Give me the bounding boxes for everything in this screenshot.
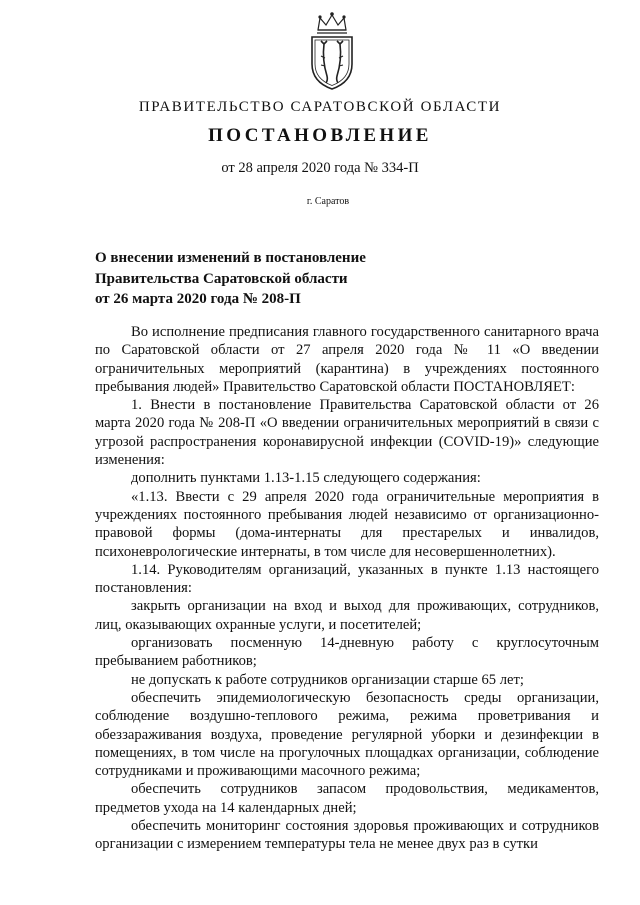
subject-line: от 26 марта 2020 года № 208-П xyxy=(95,291,301,307)
body-paragraph: организовать посменную 14-дневную работу с круглосуточным пребыванием работников; xyxy=(95,635,599,670)
body-paragraph: не допускать к работе сотрудников организации старше 65 лет; xyxy=(131,671,524,688)
document-type-title: ПОСТАНОВЛЕНИЕ xyxy=(208,125,432,146)
decree-subject xyxy=(95,248,515,310)
decree-body xyxy=(95,323,599,854)
subject-line: Правительства Саратовской области xyxy=(95,270,348,287)
subject-line: О внесении изменений в постановление xyxy=(95,250,366,266)
body-paragraph: обеспечить сотрудников запасом продовольствия, медикаментов, предметов ухода на 14 календарных дней; xyxy=(95,781,599,816)
body-paragraph: обеспечить эпидемиологическую безопасность среды организации, соблюдение воздушно-теплового режима, режима проветривания и обеззараживания воздуха, проведение регулярной уборки и дезинфекции в помещениях, в том числе на прогулочных площадках организации, соблюдение сотрудниками и проживающими масочного режима; xyxy=(95,689,599,780)
decree-date-number: от 28 апреля 2020 года № 334-П xyxy=(221,160,419,176)
body-paragraph: закрыть организации на вход и выход для проживающих, сотрудников, лиц, оказывающих охранные услуги, и посетителей; xyxy=(95,598,599,633)
government-name: ПРАВИТЕЛЬСТВО САРАТОВСКОЙ ОБЛАСТИ xyxy=(138,99,502,115)
body-paragraph: 1. Внести в постановление Правительства Саратовской области от 26 марта 2020 года № 208-П «О введении ограничительных мероприятий в связи с угрозой распространения коронавирусной инфекции (COVID-19)» следующие изменения: xyxy=(95,397,599,469)
body-paragraph: 1.14. Руководителям организаций, указанных в пункте 1.13 настоящего постановления: xyxy=(95,561,599,597)
city-name: г. Саратов xyxy=(306,196,350,207)
body-paragraph: Во исполнение предписания главного государственного санитарного врача по Саратовской области от 27 апреля 2020 года № 11 «О введении ограничительных мероприятий (карантина) в учреждениях постоянного пребывания людей» Правительство Саратовской области ПОСТАНОВЛЯЕТ: xyxy=(95,324,599,395)
saratov-coat-of-arms-icon xyxy=(296,10,368,92)
body-paragraph: обеспечить мониторинг состояния здоровья проживающих и сотрудников организации с измерением температуры тела не менее двух раз в сутки xyxy=(95,818,599,853)
body-paragraph: дополнить пунктами 1.13-1.15 следующего содержания: xyxy=(131,470,481,487)
body-paragraph: «1.13. Ввести с 29 апреля 2020 года ограничительные мероприятия в учреждениях постоянного пребывания людей независимо от организационно-правовой формы (дома-интернаты для престарелых и инвалидов, психоневрологические интернаты, в том числе для несовершеннолетних). xyxy=(95,488,599,560)
